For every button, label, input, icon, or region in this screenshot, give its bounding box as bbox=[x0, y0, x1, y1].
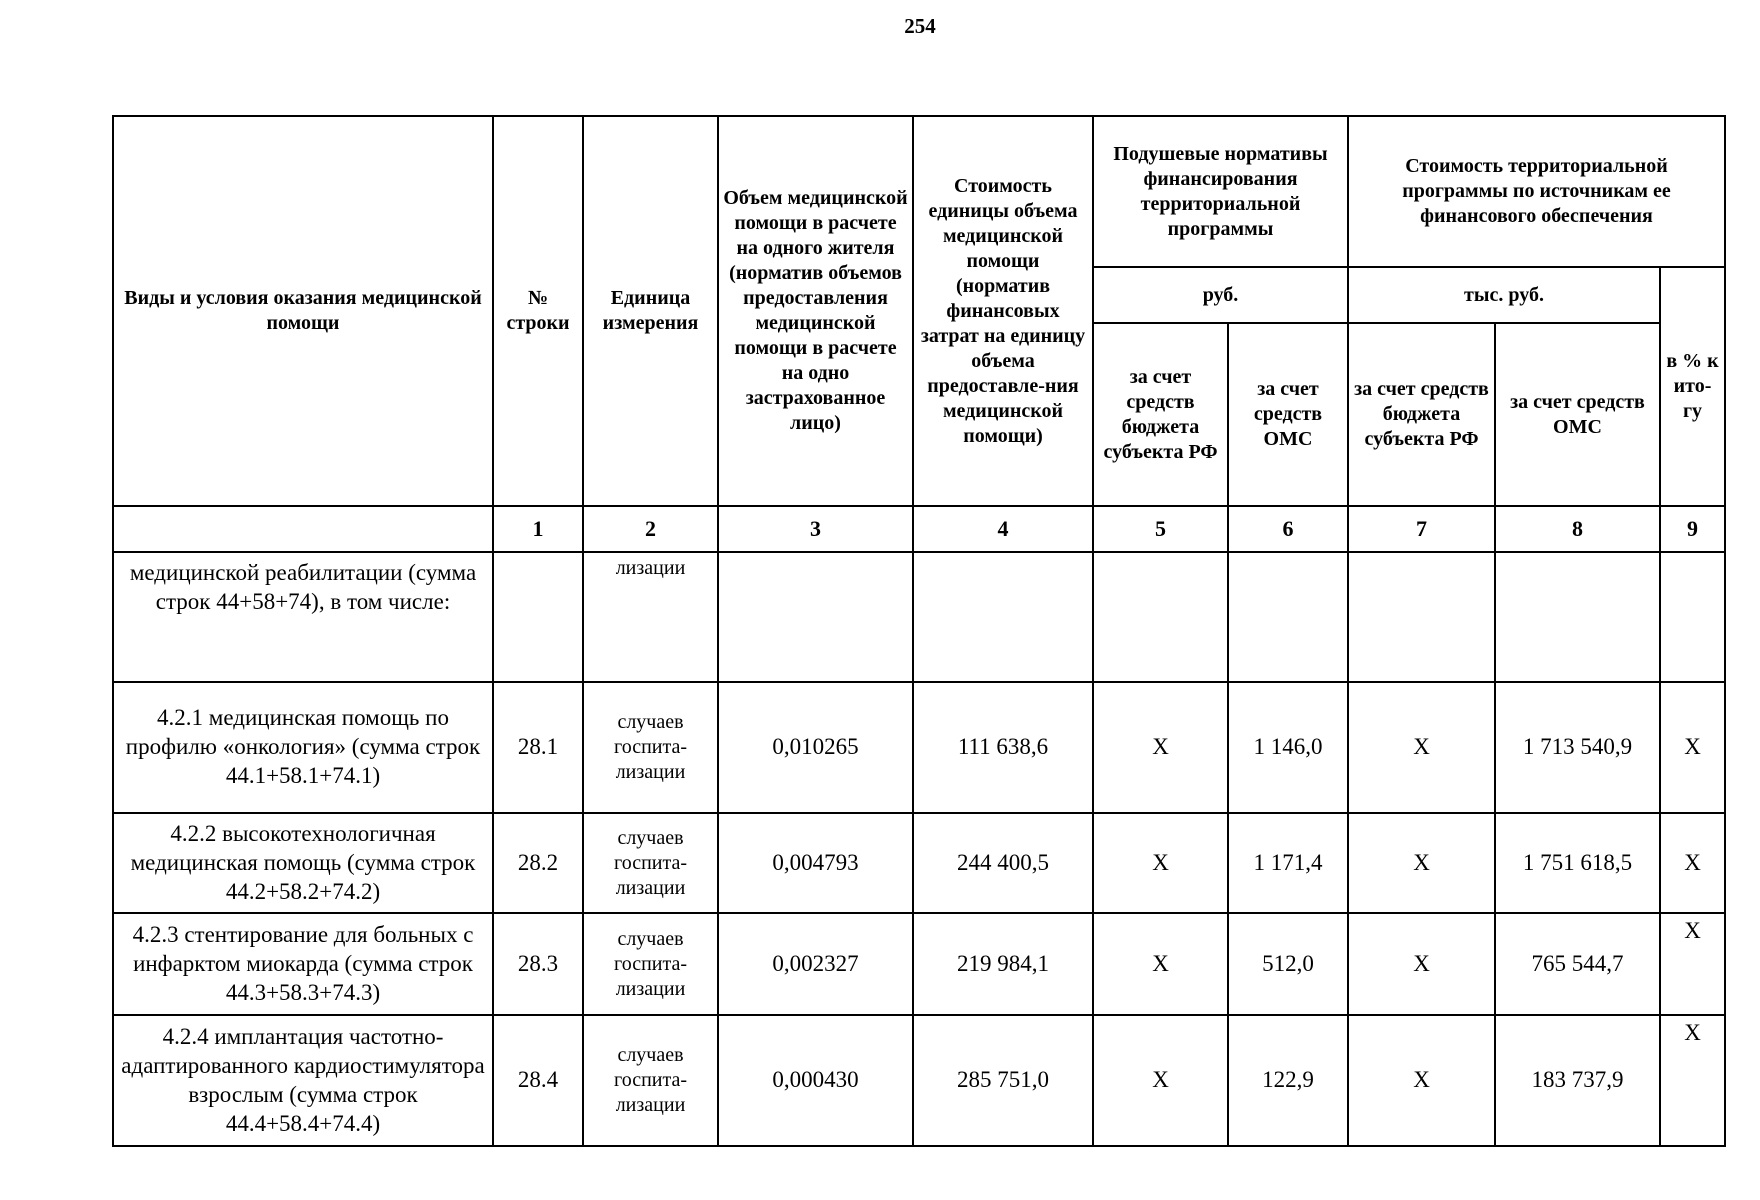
column-number: 7 bbox=[1348, 506, 1495, 552]
header-budget-thousand: за счет средств бюджета субъекта РФ bbox=[1348, 323, 1495, 506]
cell-unit-cost: 219 984,1 bbox=[913, 913, 1093, 1015]
cell-oms-rub: 512,0 bbox=[1228, 913, 1348, 1015]
header-unit-thousand-rub: тыс. руб. bbox=[1348, 267, 1660, 323]
header-percent: в % к ито-гу bbox=[1660, 267, 1725, 506]
cell-unit: случаев госпита-лизации bbox=[583, 913, 718, 1015]
header-program-cost-group: Стоимость территориальной программы по источникам ее финансового обеспечения bbox=[1348, 116, 1725, 267]
header-row-1 bbox=[113, 116, 1725, 267]
cell-row-number: 28.1 bbox=[493, 682, 583, 813]
cell-kind-of-care: 4.2.4 имплантация частотно-адаптированного кардиостимулятора взрослым (сумма строк 44.4+58.4+74.4) bbox=[113, 1015, 493, 1146]
cell-budget-thousand: X bbox=[1348, 1015, 1495, 1146]
header-oms-rub: за счет средств ОМС bbox=[1228, 323, 1348, 506]
cell-budget-thousand: X bbox=[1348, 813, 1495, 913]
cell-volume: 0,000430 bbox=[718, 1015, 913, 1146]
cell-unit-cost: 285 751,0 bbox=[913, 1015, 1093, 1146]
column-number: 5 bbox=[1093, 506, 1228, 552]
cell-oms-rub: 1 146,0 bbox=[1228, 682, 1348, 813]
cell-budget-rub: X bbox=[1093, 913, 1228, 1015]
cell-oms-rub bbox=[1228, 552, 1348, 682]
cell-row-number: 28.3 bbox=[493, 913, 583, 1015]
cell-budget-rub: X bbox=[1093, 682, 1228, 813]
page-number: 254 bbox=[904, 14, 936, 38]
cell-percent: X bbox=[1660, 813, 1725, 913]
cell-oms-rub: 1 171,4 bbox=[1228, 813, 1348, 913]
cell-unit: случаев госпита-лизации bbox=[583, 1015, 718, 1146]
column-number: 2 bbox=[583, 506, 718, 552]
header-kind-of-care: Виды и условия оказания медицинской помощи bbox=[113, 116, 493, 506]
cell-row-number bbox=[493, 552, 583, 682]
column-number: 6 bbox=[1228, 506, 1348, 552]
cell-budget-thousand: X bbox=[1348, 682, 1495, 813]
cell-budget-rub bbox=[1093, 552, 1228, 682]
cell-row-number: 28.4 bbox=[493, 1015, 583, 1146]
cell-kind-of-care: медицинской реабилитации (сумма строк 44+58+74), в том числе: bbox=[113, 552, 493, 682]
table-row bbox=[113, 913, 1725, 1015]
header-oms-thousand: за счет средств ОМС bbox=[1495, 323, 1660, 506]
cell-percent bbox=[1660, 552, 1725, 682]
column-number: 9 bbox=[1660, 506, 1725, 552]
header-unit: Единица измерения bbox=[583, 116, 718, 506]
column-number bbox=[113, 506, 493, 552]
financing-table bbox=[112, 115, 1726, 1147]
cell-unit-cost: 111 638,6 bbox=[913, 682, 1093, 813]
header-unit-rub: руб. bbox=[1093, 267, 1348, 323]
cell-volume: 0,004793 bbox=[718, 813, 913, 913]
cell-unit-cost: 244 400,5 bbox=[913, 813, 1093, 913]
cell-kind-of-care: 4.2.2 высокотехнологичная медицинская помощь (сумма строк 44.2+58.2+74.2) bbox=[113, 813, 493, 913]
cell-volume: 0,010265 bbox=[718, 682, 913, 813]
column-number: 8 bbox=[1495, 506, 1660, 552]
cell-row-number: 28.2 bbox=[493, 813, 583, 913]
header-per-capita-group: Подушевые нормативы финансирования территориальной программы bbox=[1093, 116, 1348, 267]
cell-kind-of-care: 4.2.1 медицинская помощь по профилю «онкология» (сумма строк 44.1+58.1+74.1) bbox=[113, 682, 493, 813]
table-row bbox=[113, 552, 1725, 682]
column-number: 4 bbox=[913, 506, 1093, 552]
column-number: 3 bbox=[718, 506, 913, 552]
cell-percent: X bbox=[1660, 682, 1725, 813]
cell-oms-thousand: 765 544,7 bbox=[1495, 913, 1660, 1015]
cell-oms-thousand bbox=[1495, 552, 1660, 682]
cell-budget-rub: X bbox=[1093, 813, 1228, 913]
header-unit-cost: Стоимость единицы объема медицинской помощи (норматив финансовых затрат на единицу объема предоставле-ния медицинской помощи) bbox=[913, 116, 1093, 506]
cell-volume: 0,002327 bbox=[718, 913, 913, 1015]
cell-unit: случаев госпита-лизации bbox=[583, 682, 718, 813]
cell-budget-thousand bbox=[1348, 552, 1495, 682]
header-row-number: № строки bbox=[493, 116, 583, 506]
header-budget-rub: за счет средств бюджета субъекта РФ bbox=[1093, 323, 1228, 506]
cell-unit: лизации bbox=[583, 552, 718, 682]
cell-budget-thousand: X bbox=[1348, 913, 1495, 1015]
cell-oms-thousand: 1 751 618,5 bbox=[1495, 813, 1660, 913]
cell-budget-rub: X bbox=[1093, 1015, 1228, 1146]
cell-percent: X bbox=[1660, 913, 1725, 1015]
column-number-row bbox=[113, 506, 1725, 552]
cell-volume bbox=[718, 552, 913, 682]
table-row bbox=[113, 813, 1725, 913]
cell-kind-of-care: 4.2.3 стентирование для больных с инфарктом миокарда (сумма строк 44.3+58.3+74.3) bbox=[113, 913, 493, 1015]
cell-oms-thousand: 183 737,9 bbox=[1495, 1015, 1660, 1146]
cell-oms-rub: 122,9 bbox=[1228, 1015, 1348, 1146]
cell-percent: X bbox=[1660, 1015, 1725, 1146]
cell-oms-thousand: 1 713 540,9 bbox=[1495, 682, 1660, 813]
table-row bbox=[113, 682, 1725, 813]
column-number: 1 bbox=[493, 506, 583, 552]
table-row bbox=[113, 1015, 1725, 1146]
header-volume: Объем медицинской помощи в расчете на одного жителя (норматив объемов предоставления медицинской помощи в расчете на одно застрахованное лицо) bbox=[718, 116, 913, 506]
cell-unit-cost bbox=[913, 552, 1093, 682]
cell-unit: случаев госпита-лизации bbox=[583, 813, 718, 913]
